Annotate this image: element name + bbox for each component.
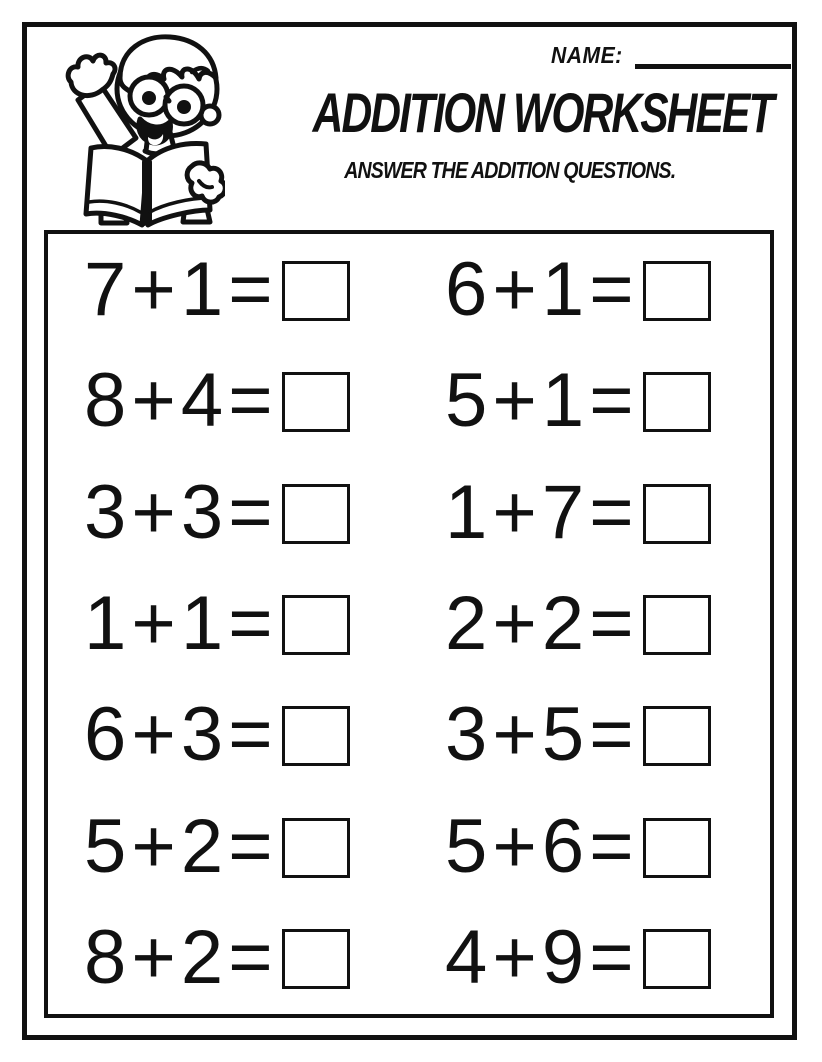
- problem-row: [84, 246, 409, 332]
- problem-expression: 2 + 2 =: [445, 580, 631, 666]
- answer-box[interactable]: [643, 261, 711, 321]
- page-subtitle: ANSWER THE ADDITION QUESTIONS.: [344, 157, 676, 183]
- problem-row: [445, 915, 770, 1001]
- name-write-line[interactable]: [635, 45, 791, 69]
- problem-row: [84, 469, 409, 555]
- problem-expression: 1 + 7 =: [445, 469, 631, 555]
- problem-row: [445, 692, 770, 778]
- problem-expression: 1 + 1 =: [84, 580, 270, 666]
- problems-column-right: [409, 234, 770, 1014]
- name-field-row: [551, 42, 791, 69]
- problem-row: [445, 469, 770, 555]
- problem-row: [445, 246, 770, 332]
- answer-box[interactable]: [643, 706, 711, 766]
- problem-expression: 6 + 3 =: [84, 692, 270, 778]
- problem-row: [84, 915, 409, 1001]
- problem-expression: 8 + 2 =: [84, 915, 270, 1001]
- answer-box[interactable]: [282, 261, 350, 321]
- name-label: NAME:: [551, 42, 623, 68]
- boy-raising-hand-reading-book-icon: [60, 34, 225, 236]
- problem-row: [84, 358, 409, 444]
- problem-row: [84, 803, 409, 889]
- header-title-block: [240, 80, 780, 184]
- problem-row: [445, 358, 770, 444]
- problem-expression: 5 + 1 =: [445, 358, 631, 444]
- answer-box[interactable]: [643, 484, 711, 544]
- answer-box[interactable]: [282, 484, 350, 544]
- answer-box[interactable]: [282, 929, 350, 989]
- problem-expression: 5 + 2 =: [84, 803, 270, 889]
- problem-row: [445, 580, 770, 666]
- problem-expression: 5 + 6 =: [445, 803, 631, 889]
- answer-box[interactable]: [643, 595, 711, 655]
- answer-box[interactable]: [643, 818, 711, 878]
- problem-row: [84, 692, 409, 778]
- problem-expression: 7 + 1 =: [84, 246, 270, 332]
- problem-expression: 3 + 3 =: [84, 469, 270, 555]
- problem-row: [84, 580, 409, 666]
- problem-expression: 4 + 9 =: [445, 915, 631, 1001]
- problem-expression: 3 + 5 =: [445, 692, 631, 778]
- problems-box: [44, 230, 774, 1018]
- answer-box[interactable]: [643, 929, 711, 989]
- answer-box[interactable]: [643, 372, 711, 432]
- problems-column-left: [48, 234, 409, 1014]
- answer-box[interactable]: [282, 372, 350, 432]
- problem-expression: 6 + 1 =: [445, 246, 631, 332]
- answer-box[interactable]: [282, 706, 350, 766]
- problem-row: [445, 803, 770, 889]
- problem-expression: 8 + 4 =: [84, 358, 270, 444]
- page-title: ADDITION WORKSHEET: [312, 81, 773, 144]
- answer-box[interactable]: [282, 818, 350, 878]
- answer-box[interactable]: [282, 595, 350, 655]
